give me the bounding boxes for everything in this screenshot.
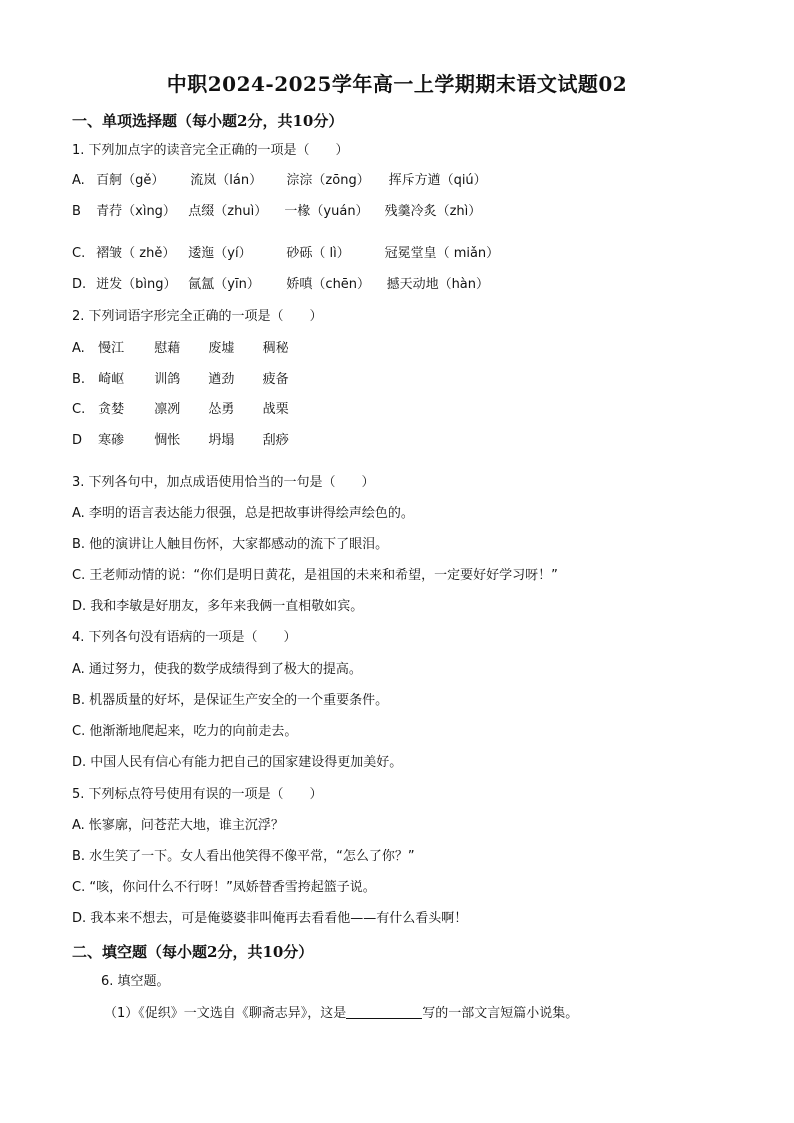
page-title: 中职2024-2025学年高一上学期期末语文试题02 <box>166 72 628 96</box>
option-item: 稠秘 <box>262 341 289 356</box>
option-item: 娇嗔（chēn） <box>286 277 371 292</box>
section-heading-multiple-choice: 一、单项选择题（每小题2分，共10分） <box>72 112 344 130</box>
option-item: 坍塌 <box>208 433 235 448</box>
option-item: 褶皱（ zhě） <box>96 246 176 261</box>
option-letter: C. <box>72 246 86 261</box>
option-item: 刮痧 <box>262 433 289 448</box>
question-4-option-d: D. 中国人民有信心有能力把自己的国家建设得更加美好。 <box>72 755 403 770</box>
question-4-option-c: C. 他渐渐地爬起来，吃力的向前走去。 <box>72 724 298 739</box>
option-item: 砂砾（ lì） <box>286 246 350 261</box>
option-item: 惆怅 <box>154 433 181 448</box>
question-6-line-1 <box>104 1004 578 1023</box>
option-item: 淙淙（zōng） <box>286 173 370 188</box>
question-2-option-d <box>72 432 289 450</box>
question-4-option-a: A. 通过努力，使我的数学成绩得到了极大的提高。 <box>72 662 362 677</box>
question-5-option-c: C. “咳，你问什么不行呀！”凤娇替香雪挎起篮子说。 <box>72 880 376 895</box>
option-letter: B <box>72 204 81 219</box>
option-item: 训鸽 <box>154 372 181 387</box>
question-3-stem: 3. 下列各句中，加点成语使用恰当的一句是（ ） <box>72 475 375 490</box>
option-item: 逶迤（yí） <box>188 246 252 261</box>
question-2-option-a <box>72 340 289 358</box>
question-5-option-b: B. 水生笑了一下。女人看出他笑得不像平常，“怎么了你？” <box>72 849 415 864</box>
option-letter: A. <box>72 173 85 188</box>
option-letter: B. <box>72 372 86 387</box>
option-item: 一椽（yuán） <box>284 204 369 219</box>
question-1-option-d <box>72 276 489 294</box>
question-6-text-after: 写的一部文言短篇小说集。 <box>422 1006 579 1021</box>
question-1-option-a <box>72 172 487 190</box>
question-3-option-a: A. 李明的语言表达能力很强，总是把故事讲得绘声绘色的。 <box>72 506 414 521</box>
option-item: 慢江 <box>98 341 125 356</box>
option-item: 青荇（xìng） <box>96 204 176 219</box>
option-letter: A. <box>72 341 85 356</box>
option-item: 疲备 <box>262 372 289 387</box>
question-6-stem: 6. 填空题。 <box>101 974 170 989</box>
option-item: 流岚（lán） <box>190 173 263 188</box>
question-5-option-d: D. 我本来不想去，可是俺婆婆非叫俺再去看看他——有什么看头啊！ <box>72 911 468 926</box>
question-5-option-a: A. 怅寥廓，问苍茫大地，谁主沉浮？ <box>72 818 284 833</box>
question-4-stem: 4. 下列各句没有语病的一项是（ ） <box>72 630 297 645</box>
option-item: 点缀（zhuì） <box>188 204 268 219</box>
option-item: 凛冽 <box>154 402 181 417</box>
question-2-stem: 2. 下列词语字形完全正确的一项是（ ） <box>72 309 323 324</box>
option-item: 百舸（gě） <box>96 173 165 188</box>
question-3-option-c: C. 王老师动情的说：“你们是明日黄花，是祖国的未来和希望，一定要好好学习呀！” <box>72 568 558 583</box>
answer-blank[interactable] <box>346 1004 422 1019</box>
question-1-stem: 1. 下列加点字的读音完全正确的一项是（ ） <box>72 143 349 158</box>
option-item: 崎岖 <box>98 372 125 387</box>
option-item: 氤氲（yīn） <box>188 277 260 292</box>
option-item: 冠冕堂皇（ miǎn） <box>384 246 500 261</box>
option-letter: C. <box>72 402 86 417</box>
option-item: 战栗 <box>262 402 289 417</box>
option-letter: D. <box>72 277 87 292</box>
option-item: 残羹冷炙（zhì） <box>384 204 482 219</box>
option-item: 挥斥方遒（qiú） <box>388 173 487 188</box>
option-item: 遒劲 <box>208 372 235 387</box>
question-2-option-b <box>72 371 289 389</box>
option-item: 寒碜 <box>98 433 125 448</box>
option-letter: D <box>72 433 83 448</box>
question-1-option-c <box>72 245 499 263</box>
question-3-option-d: D. 我和李敏是好朋友，多年来我俩一直相敬如宾。 <box>72 599 364 614</box>
option-item: 慰藉 <box>154 341 181 356</box>
question-3-option-b: B. 他的演讲让人触目伤怀，大家都感动的流下了眼泪。 <box>72 537 389 552</box>
question-1-option-b <box>72 203 481 221</box>
option-item: 撼天动地（hàn） <box>386 277 490 292</box>
option-item: 怂勇 <box>208 402 235 417</box>
question-4-option-b: B. 机器质量的好坏，是保证生产安全的一个重要条件。 <box>72 693 389 708</box>
question-5-stem: 5. 下列标点符号使用有误的一项是（ ） <box>72 787 323 802</box>
section-heading-fill-in: 二、填空题（每小题2分，共10分） <box>72 943 314 961</box>
option-item: 贪婪 <box>98 402 125 417</box>
option-item: 迸发（bìng） <box>96 277 177 292</box>
question-2-option-c <box>72 401 289 419</box>
question-6-text-before: （1）《促织》一文选自《聊斋志异》，这是 <box>104 1006 347 1021</box>
option-item: 废墟 <box>208 341 235 356</box>
